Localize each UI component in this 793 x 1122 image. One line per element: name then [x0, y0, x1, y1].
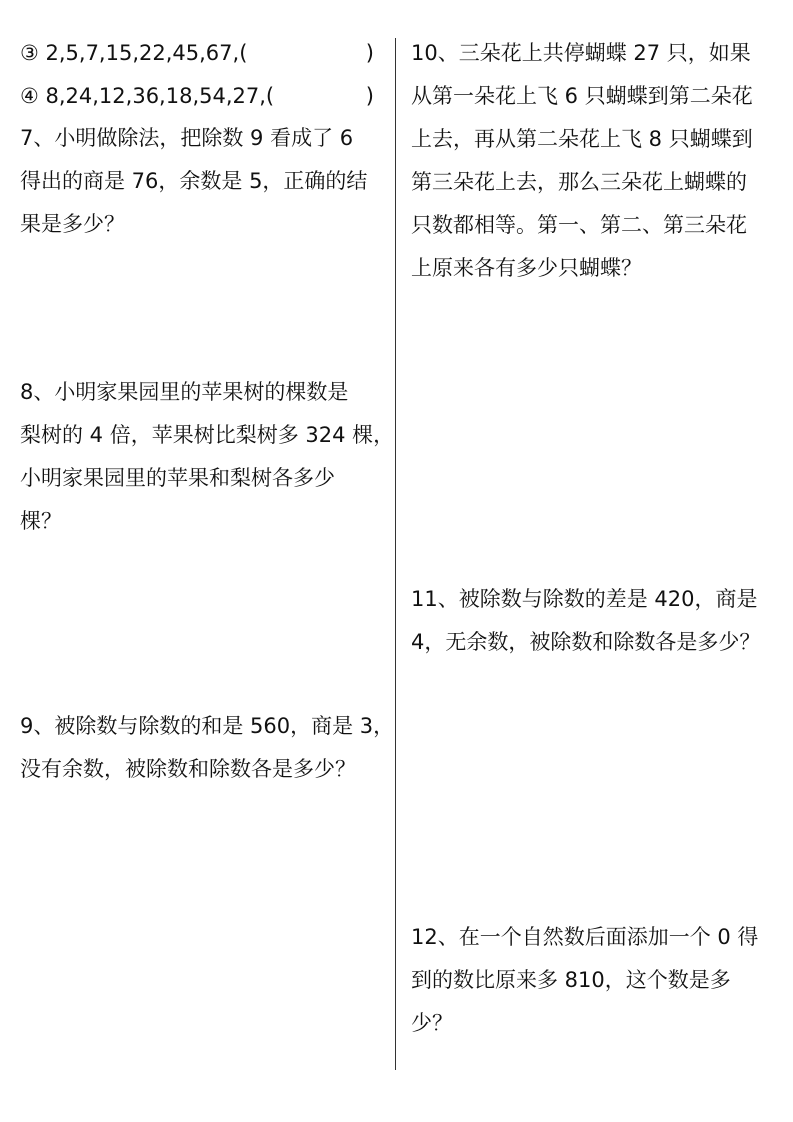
question-line: 9、被除数与除数的和是 560，商是 3，: [20, 714, 395, 738]
question-line: 上原来各有多少只蝴蝶？: [411, 256, 642, 280]
question-line: 8、小明家果园里的苹果树的棵数是: [20, 380, 349, 404]
question-line: 7、小明做除法，把除数 9 看成了 6: [20, 126, 354, 150]
question-line: 10、三朵花上共停蝴蝶 27 只，如果: [411, 41, 751, 65]
sequence-item-4: [20, 75, 378, 118]
question-line: 12、在一个自然数后面添加一个 0 得: [411, 925, 759, 949]
question-line: 棵？: [20, 509, 62, 533]
question-line: 梨树的 4 倍，苹果树比梨树多 324 棵，: [20, 423, 395, 447]
sequence-text: ④ 8,24,12,36,18,54,27,(: [20, 84, 275, 108]
question-12: [411, 916, 758, 1045]
question-9: [20, 705, 394, 791]
question-line: 小明家果园里的苹果和梨树各多少: [20, 466, 335, 490]
question-line: 得出的商是 76，余数是 5，正确的结: [20, 169, 368, 193]
column-divider: [395, 38, 396, 1070]
question-line: 4，无余数，被除数和除数各是多少？: [411, 630, 761, 654]
question-line: 少？: [411, 1011, 453, 1035]
question-line: 第三朵花上去，那么三朵花上蝴蝶的: [411, 170, 747, 194]
question-7: [20, 117, 367, 246]
sequence-blank-close: ): [365, 41, 374, 65]
question-line: 上去，再从第二朵花上飞 8 只蝴蝶到: [411, 127, 753, 151]
question-10: [411, 32, 753, 290]
question-line: 果是多少？: [20, 212, 125, 236]
question-line: 从第一朵花上飞 6 只蝴蝶到第二朵花: [411, 84, 753, 108]
question-11: [411, 578, 760, 664]
question-line: 到的数比原来多 810，这个数是多: [411, 968, 731, 992]
question-line: 没有余数，被除数和除数各是多少？: [20, 757, 356, 781]
sequence-blank-close: ): [365, 84, 374, 108]
sequence-item-3: [20, 32, 378, 75]
question-line: 11、被除数与除数的差是 420，商是: [411, 587, 758, 611]
question-line: 只数都相等。第一、第二、第三朵花: [411, 213, 747, 237]
sequence-text: ③ 2,5,7,15,22,45,67,(: [20, 41, 248, 65]
question-8: [20, 371, 394, 543]
